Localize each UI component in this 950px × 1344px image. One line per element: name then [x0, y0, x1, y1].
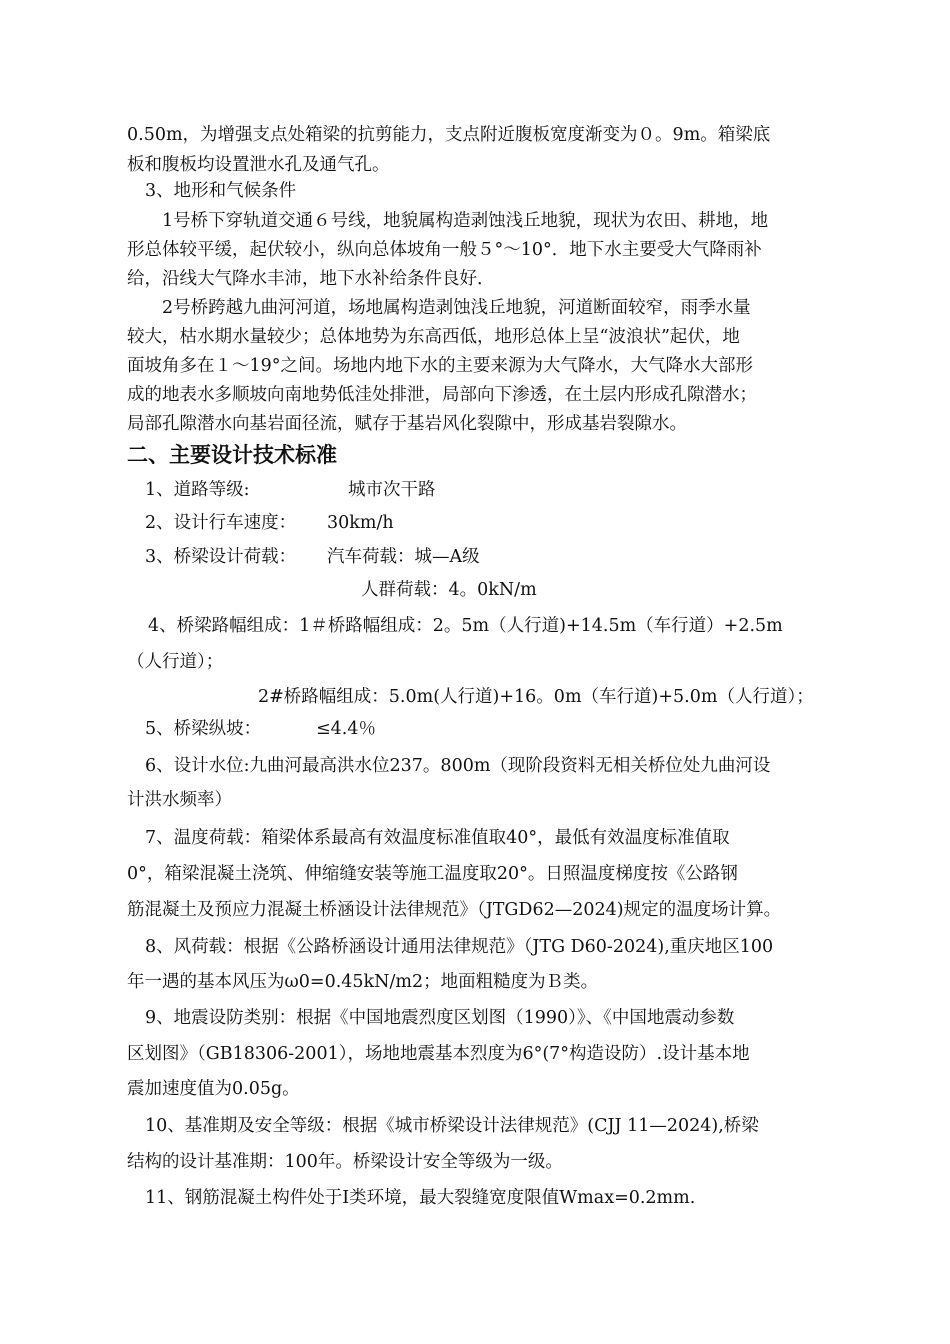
- paragraph-line: 面坡角多在１～19°之间。场地内地下水的主要来源为大气降水，大气降水大部形: [127, 356, 754, 376]
- paragraph-line: 局部孔隙潜水向基岩面径流，赋存于基岩风化裂隙中，形成基岩裂隙水。: [127, 414, 687, 434]
- item-value: 汽车荷载：城—A级: [327, 547, 480, 567]
- paragraph-line: 成的地表水多顺坡向南地势低洼处排泄，局部向下渗透，在土层内形成孔隙潜水；: [127, 385, 757, 405]
- paragraph-line: 筋混凝土及预应力混凝土桥涵设计法律规范》（JTGD62—2024)规定的温度场计算。: [127, 900, 782, 920]
- paragraph-line: 形总体较平缓，起伏较小，纵向总体坡角一般５°～10°．地下水主要受大气降雨补: [127, 240, 762, 260]
- item-value: 人群荷载：4。0kN/m: [361, 580, 537, 600]
- section-subheading: 3、地形和气候条件: [145, 181, 297, 201]
- paragraph-line: 9、地震设防类别：根据《中国地震烈度区划图（1990）》、《中国地震动参数: [145, 1008, 735, 1028]
- item-label: 1、道路等级:: [145, 480, 250, 500]
- paragraph-line: 0°，箱梁混凝土浇筑、伸缩缝安装等施工温度取20°。日照温度梯度按《公路钢: [127, 864, 738, 884]
- item-label: 5、桥梁纵坡：: [145, 719, 262, 739]
- paragraph-line: 8、风荷载：根据《公路桥涵设计通用法律规范》（JTG D60-2024),重庆地区100: [145, 937, 774, 957]
- paragraph-line: 11、钢筋混凝土构件处于Ⅰ类环境，最大裂缝宽度限值Wmax=0.2mm.: [145, 1188, 696, 1208]
- paragraph-line: 板和腹板均设置泄水孔及通气孔。: [127, 155, 390, 175]
- paragraph-line: 6、设计水位:九曲河最高洪水位237。800m（现阶段资料无相关桥位处九曲河设: [145, 756, 771, 776]
- section-heading: 二、主要设计技术标准: [127, 443, 337, 467]
- item-value: ≤4.4％: [316, 719, 376, 739]
- paragraph-line: 2号桥跨越九曲河河道，场地属构造剥蚀浅丘地貌，河道断面较窄，雨季水量: [162, 298, 751, 318]
- item-label: 2、设计行车速度：: [145, 513, 297, 533]
- paragraph-line: 10、基准期及安全等级：根据《城市桥梁设计法律规范》(CJJ 11—2024),桥梁: [145, 1116, 759, 1136]
- paragraph-line: 较大，枯水期水量较少；总体地势为东高西低，地形总体上呈“波浪状”起伏，地: [127, 327, 740, 347]
- paragraph-line: 结构的设计基准期：100年。桥梁设计安全等级为一级。: [127, 1152, 563, 1172]
- paragraph-line: 4、桥梁路幅组成：1＃桥路幅组成：2。5m（人行道)+14.5m（车行道）+2.5m: [148, 616, 783, 636]
- item-value: 城市次干路: [348, 480, 436, 500]
- paragraph-line: 区划图》（GB18306-2001），场地地震基本烈度为6°(7°构造设防）.设计基本地: [127, 1044, 750, 1064]
- paragraph-line: （人行道）；: [127, 652, 224, 672]
- paragraph-line: 给，沿线大气降水丰沛，地下水补给条件良好．: [127, 269, 495, 289]
- item-value: 30km/h: [327, 513, 394, 533]
- item-label: 3、桥梁设计荷载：: [145, 547, 297, 567]
- paragraph-line: 计洪水频率）: [127, 790, 232, 810]
- paragraph-line: 0.50m，为增强支点处箱梁的抗剪能力，支点附近腹板宽度渐变为０。9m。箱梁底: [127, 125, 771, 145]
- paragraph-line: 2#桥路幅组成：5.0m(人行道)+16。0m（车行道)+5.0m（人行道）；: [258, 687, 814, 707]
- paragraph-line: 震加速度值为0.05g。: [127, 1079, 300, 1099]
- paragraph-line: 1号桥下穿轨道交通６号线，地貌属构造剥蚀浅丘地貌，现状为农田、耕地，地: [162, 211, 769, 231]
- paragraph-line: 年一遇的基本风压为ω0=0.45kN/m2；地面粗糙度为Ｂ类。: [127, 972, 599, 992]
- paragraph-line: 7、温度荷载：箱梁体系最高有效温度标准值取40°，最低有效温度标准值取: [145, 828, 730, 848]
